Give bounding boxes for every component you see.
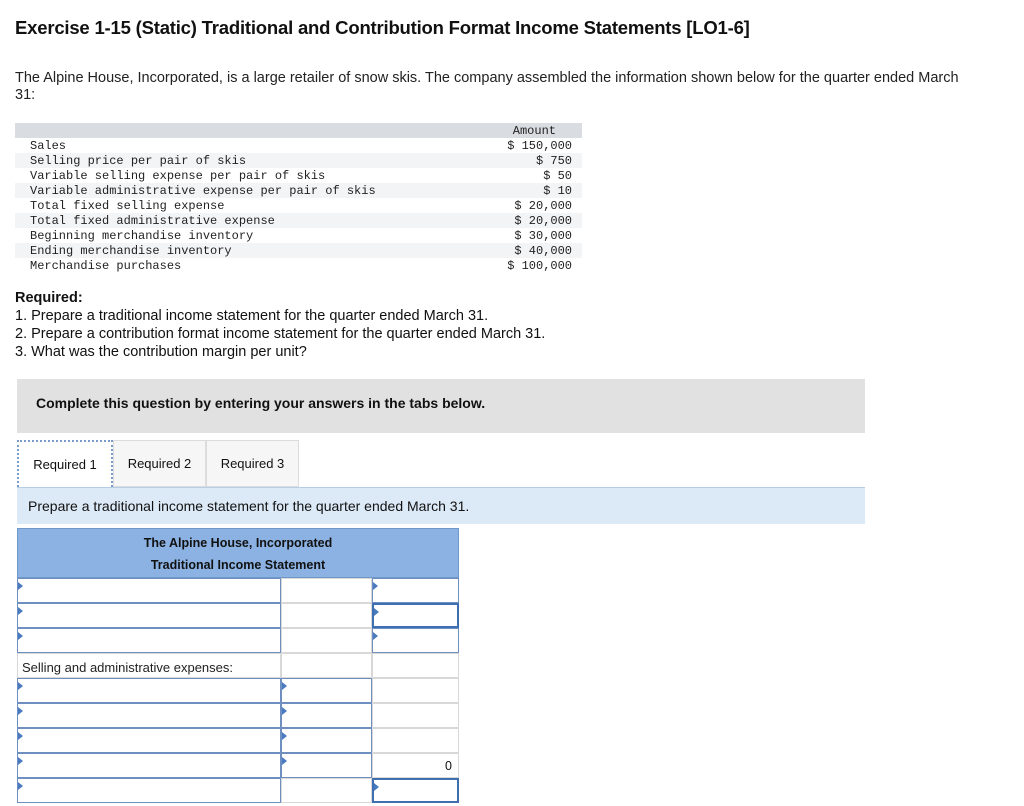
info-row bbox=[15, 183, 582, 198]
amount-cell bbox=[281, 778, 372, 803]
info-row-value: $ 750 bbox=[535, 154, 572, 168]
line-item-label-input[interactable] bbox=[17, 753, 281, 778]
amount-input[interactable] bbox=[281, 728, 372, 753]
amount-input[interactable] bbox=[281, 678, 372, 703]
amount-cell bbox=[281, 628, 372, 653]
dropdown-marker-icon bbox=[374, 783, 379, 791]
dropdown-marker-icon bbox=[373, 632, 378, 640]
tab-required-1[interactable]: Required 1 bbox=[17, 440, 113, 487]
info-row-label: Sales bbox=[30, 139, 67, 153]
amount-cell bbox=[372, 703, 459, 728]
info-row-value: $ 20,000 bbox=[514, 199, 572, 213]
line-item-label-input[interactable] bbox=[17, 628, 281, 653]
complete-prompt: Complete this question by entering your answers in the tabs below. bbox=[36, 395, 486, 411]
info-row-label: Beginning merchandise inventory bbox=[30, 229, 254, 243]
dropdown-marker-icon bbox=[18, 732, 23, 740]
info-row-label: Ending merchandise inventory bbox=[30, 244, 232, 258]
required-item: 2. Prepare a contribution format income statement for the quarter ended March 31. bbox=[15, 326, 546, 342]
amount-column-header: Amount bbox=[512, 124, 556, 138]
page-title: Exercise 1-15 (Static) Traditional and Contribution Format Income Statements [LO1-6] bbox=[15, 17, 750, 38]
statement-row bbox=[17, 578, 459, 603]
intro-text: The Alpine House, Incorporated, is a large retailer of snow skis. The company assembled the information shown below for the quarter ended March 31: bbox=[15, 70, 959, 103]
statement-header bbox=[17, 528, 459, 578]
amount-cell bbox=[281, 653, 372, 678]
info-row-label: Selling price per pair of skis bbox=[30, 154, 247, 168]
line-item-label-input[interactable] bbox=[17, 678, 281, 703]
tab-required-2[interactable]: Required 2 bbox=[113, 440, 206, 487]
info-row-value: $ 10 bbox=[543, 184, 572, 198]
info-row bbox=[15, 228, 582, 243]
info-table bbox=[15, 123, 582, 273]
statement-row bbox=[17, 603, 459, 628]
required-section bbox=[15, 289, 545, 361]
dropdown-marker-icon bbox=[282, 732, 287, 740]
instruction-text: Prepare a traditional income statement for the quarter ended March 31. bbox=[28, 498, 470, 514]
amount-input[interactable] bbox=[281, 753, 372, 778]
total-amount-input[interactable] bbox=[372, 628, 459, 653]
tab-required-3[interactable]: Required 3 bbox=[206, 440, 299, 487]
line-item-label-input[interactable] bbox=[17, 603, 281, 628]
info-row bbox=[15, 243, 582, 258]
dropdown-marker-icon bbox=[18, 607, 23, 615]
selling-admin-label: Selling and administrative expenses: bbox=[17, 653, 281, 678]
dropdown-marker-icon bbox=[18, 782, 23, 790]
dropdown-marker-icon bbox=[282, 757, 287, 765]
instruction-bar bbox=[17, 487, 865, 524]
statement-row bbox=[17, 728, 459, 753]
dropdown-marker-icon bbox=[18, 582, 23, 590]
info-row bbox=[15, 198, 582, 213]
company-name: The Alpine House, Incorporated bbox=[143, 536, 333, 550]
statement-row bbox=[17, 753, 459, 778]
dropdown-marker-icon bbox=[282, 682, 287, 690]
line-item-label-input[interactable] bbox=[17, 578, 281, 603]
info-row-label: Merchandise purchases bbox=[30, 259, 182, 273]
info-row-value: $ 50 bbox=[543, 169, 572, 183]
dropdown-marker-icon bbox=[282, 707, 287, 715]
info-row-label: Variable administrative expense per pair of skis bbox=[30, 184, 376, 198]
info-row bbox=[15, 213, 582, 228]
complete-prompt-box bbox=[17, 379, 865, 433]
line-item-label-input[interactable] bbox=[17, 778, 281, 803]
required-item: 3. What was the contribution margin per unit? bbox=[15, 344, 307, 360]
amount-cell bbox=[372, 678, 459, 703]
info-table-header bbox=[15, 123, 582, 138]
statement-row bbox=[17, 778, 459, 803]
dropdown-marker-icon bbox=[18, 757, 23, 765]
info-row-value: $ 100,000 bbox=[507, 259, 572, 273]
dropdown-marker-icon bbox=[18, 632, 23, 640]
info-row-value: $ 40,000 bbox=[514, 244, 572, 258]
total-expenses-value: 0 bbox=[372, 753, 459, 778]
total-amount-input[interactable] bbox=[372, 578, 459, 603]
statement-row bbox=[17, 678, 459, 703]
info-row-value: $ 150,000 bbox=[507, 139, 572, 153]
info-row bbox=[15, 153, 582, 168]
statement-row bbox=[17, 653, 459, 678]
line-item-label-input[interactable] bbox=[17, 728, 281, 753]
info-row-value: $ 20,000 bbox=[514, 214, 572, 228]
required-item: 1. Prepare a traditional income statement for the quarter ended March 31. bbox=[15, 308, 489, 324]
info-row bbox=[15, 258, 582, 273]
total-amount-input[interactable] bbox=[372, 778, 459, 803]
statement-row bbox=[17, 628, 459, 653]
dropdown-marker-icon bbox=[18, 707, 23, 715]
info-row bbox=[15, 138, 582, 153]
statement-name: Traditional Income Statement bbox=[150, 558, 326, 572]
info-row-label: Total fixed administrative expense bbox=[30, 214, 275, 228]
dropdown-marker-icon bbox=[374, 608, 379, 616]
amount-cell bbox=[372, 653, 459, 678]
dropdown-marker-icon bbox=[373, 582, 378, 590]
info-row bbox=[15, 168, 582, 183]
required-heading: Required: bbox=[15, 290, 83, 306]
amount-cell bbox=[281, 578, 372, 603]
info-row-value: $ 30,000 bbox=[514, 229, 572, 243]
income-statement bbox=[17, 528, 459, 803]
amount-cell bbox=[281, 603, 372, 628]
amount-cell bbox=[372, 728, 459, 753]
info-row-label: Total fixed selling expense bbox=[30, 199, 225, 213]
info-row-label: Variable selling expense per pair of skis bbox=[30, 169, 326, 183]
line-item-label-input[interactable] bbox=[17, 703, 281, 728]
dropdown-marker-icon bbox=[18, 682, 23, 690]
amount-input[interactable] bbox=[281, 703, 372, 728]
statement-row bbox=[17, 703, 459, 728]
total-amount-input[interactable] bbox=[372, 603, 459, 628]
